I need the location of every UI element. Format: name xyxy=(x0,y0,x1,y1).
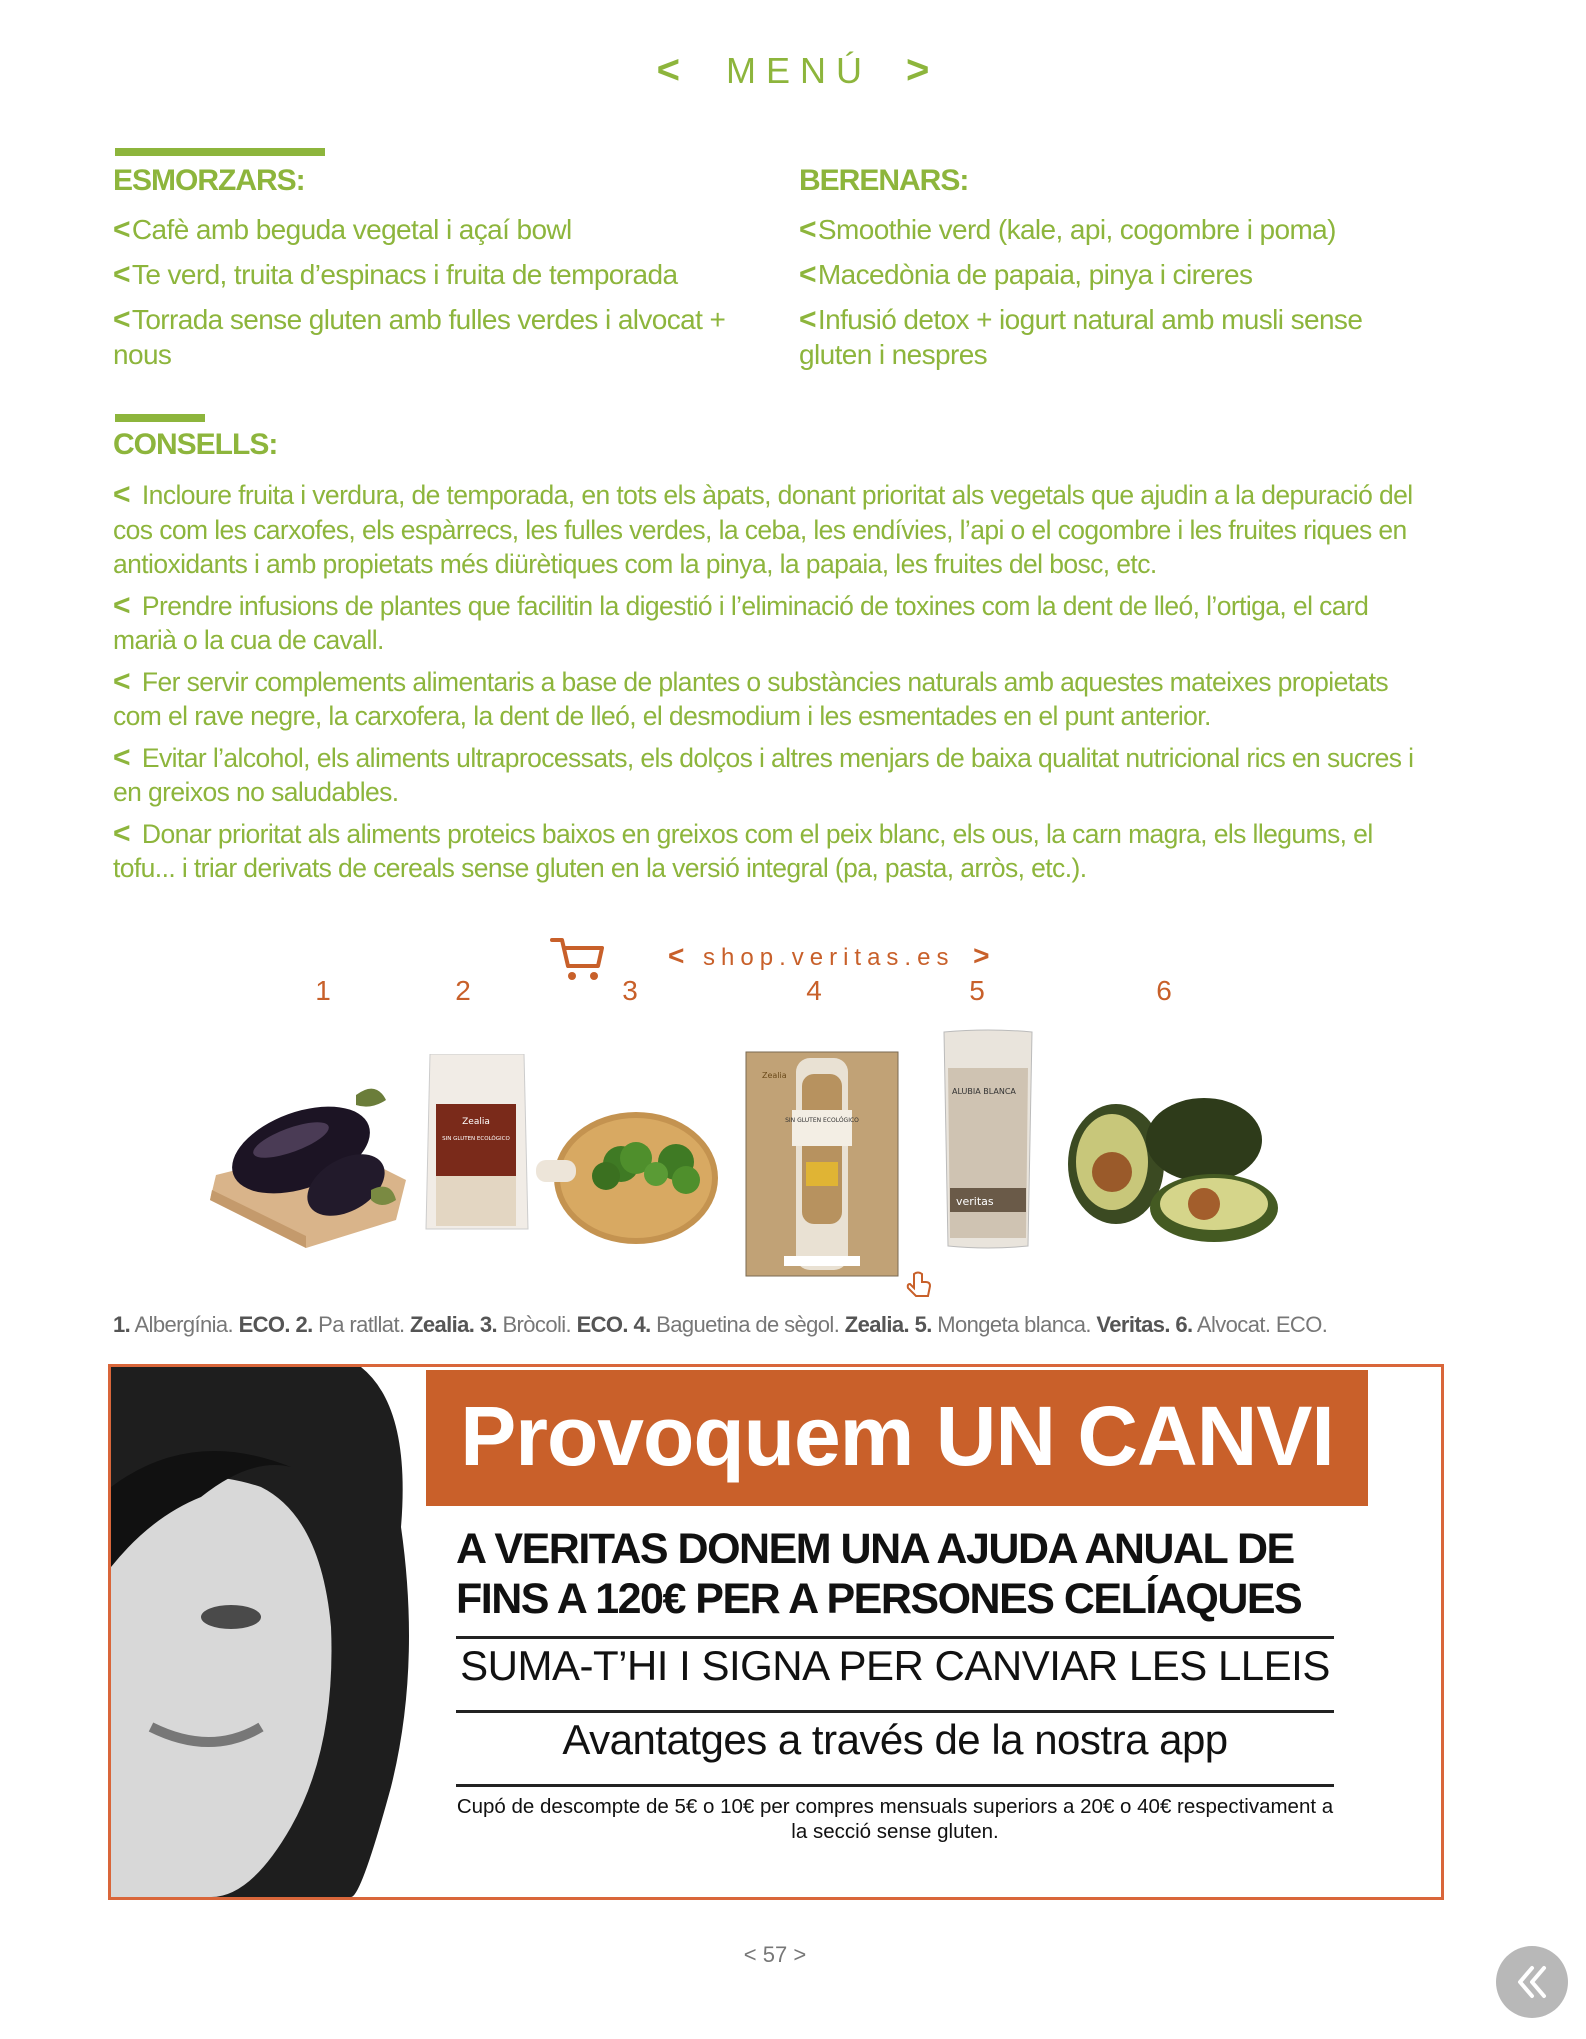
section-bar xyxy=(115,414,205,422)
package-brand: Zealia xyxy=(762,1071,787,1080)
chevron-left-icon: < xyxy=(799,258,816,291)
chevron-right-icon: > xyxy=(973,940,990,971)
products-caption: 1. Albergínia. ECO. 2. Pa ratllat. Zealia. 3. Bròcoli. ECO. 4. Baguetina de sègol. Zealia. 5. Mongeta blanca. Veritas. 6. Alvocat. ECO. xyxy=(113,1312,1328,1337)
list-item: < Donar prioritat als aliments proteics baixos en greixos com el peix blanc, els ous, la carn magra, els llegums, el tofu... i triar derivats de cereals sense gluten en la versió integral (pa, pasta, arròs, etc.). xyxy=(113,816,1373,883)
chevron-left-icon: < xyxy=(113,588,130,622)
chevron-left-icon: < xyxy=(113,258,130,291)
list-item: < Fer servir complements alimentaris a base de plantes o substàncies naturals amb aquestes mateixes propietats com el rave negre, la carxofera, la dent de lleó, el desmodium i les esmentades en el punt anterior. xyxy=(113,664,1389,731)
portrait-image xyxy=(111,1367,451,1897)
chevron-left-icon: < xyxy=(113,478,130,511)
list-item: < Prendre infusions de plantes que facilitin la digestió i l’eliminació de toxines com la dent de lleó, l’ortiga, el card marià o la cua de cavall. xyxy=(113,588,1369,655)
section-bar xyxy=(115,148,325,156)
chevron-left-icon: < xyxy=(799,303,816,336)
divider xyxy=(456,1636,1334,1639)
breakfasts-list xyxy=(113,212,753,382)
chevron-right-icon: > xyxy=(906,48,930,92)
page-number: < 57 > xyxy=(743,1942,807,1967)
page-title: MENÚ xyxy=(726,50,872,91)
product-number: 5 xyxy=(969,975,985,1006)
shop-link[interactable]: < shop.veritas.es > xyxy=(668,940,990,971)
product-number: 1 xyxy=(315,975,331,1006)
list-item: < Incloure fruita i verdura, de temporada, en tots els àpats, donant prioritat als vegetals que ajudin a la depuració del cos com les carxofes, els espàrrecs, les fulles verdes, la ceba, les endívies, l’api o el cogombre i les fruites riques en antioxidants i amb propietats més diürètiques com la pinya, la papaia, les fruites del bosc, etc. xyxy=(113,478,1413,579)
product-number: 6 xyxy=(1156,975,1172,1006)
white-beans-package-image[interactable] xyxy=(940,1028,1036,1255)
ad-subheadline: SUMA-T’HI I SIGNA PER CANVIAR LES LLEIS xyxy=(460,1642,1330,1689)
breadcrumbs-package-image[interactable] xyxy=(422,1054,532,1239)
ad-coupon-note: Cupó de descompte de 5€ o 10€ per compres mensuals superiors a 20€ o 40€ respectivament a la secció sense gluten. xyxy=(456,1795,1334,1843)
chevron-left-icon: < xyxy=(113,664,130,698)
broccoli-image[interactable] xyxy=(536,1100,722,1255)
double-chevron-left-icon xyxy=(1496,1946,1568,2018)
avocado-image[interactable] xyxy=(1064,1092,1284,1257)
cart-icon[interactable] xyxy=(548,934,608,991)
product-number: 4 xyxy=(806,975,822,1006)
snacks-list xyxy=(799,212,1419,382)
ad-banner-title: Provoquem UN CANVI xyxy=(460,1389,1334,1483)
package-label: SIN GLUTEN ECOLÓGICO xyxy=(785,1117,859,1124)
package-brand: Zealia xyxy=(462,1117,490,1127)
package-label: SIN GLUTEN ECOLÓGICO xyxy=(442,1136,510,1142)
list-item: <Te verd, truita d’espinacs i fruita de temporada xyxy=(113,258,678,291)
chevron-left-icon: < xyxy=(113,213,130,246)
chevron-left-icon: < xyxy=(656,48,680,92)
chevron-left-icon: < xyxy=(113,816,130,850)
snacks-title: BERENARS: xyxy=(799,164,969,197)
list-item: <Cafè amb beguda vegetal i açaí bowl xyxy=(113,213,572,246)
tips-title: CONSELLS: xyxy=(113,428,278,461)
eggplant-image[interactable] xyxy=(196,1040,416,1255)
chevron-left-icon: < xyxy=(113,303,130,336)
chevron-left-icon: < xyxy=(799,213,816,246)
list-item: <Torrada sense gluten amb fulles verdes i alvocat + nous xyxy=(113,303,726,370)
tips-list xyxy=(113,478,1433,893)
divider xyxy=(456,1710,1334,1713)
product-number: 3 xyxy=(622,975,638,1006)
divider xyxy=(456,1784,1334,1787)
package-label: ALUBIA BLANCA xyxy=(952,1087,1016,1096)
chevron-left-icon: < xyxy=(113,740,130,774)
menu-header xyxy=(0,48,1586,93)
hand-pointer-icon[interactable] xyxy=(904,1270,934,1305)
product-number: 2 xyxy=(455,975,471,1006)
list-item: <Infusió detox + iogurt natural amb musli sense gluten i nespres xyxy=(799,303,1363,370)
ad-banner xyxy=(426,1370,1368,1506)
list-item: <Smoothie verd (kale, api, cogombre i poma) xyxy=(799,213,1336,246)
list-item: <Macedònia de papaia, pinya i cireres xyxy=(799,258,1253,291)
ad-app-benefits: Avantatges a través de la nostra app xyxy=(562,1716,1228,1763)
back-button[interactable] xyxy=(1496,1946,1568,2018)
chevron-left-icon: < xyxy=(668,940,685,971)
breakfasts-title: ESMORZARS: xyxy=(113,164,305,197)
list-item: < Evitar l’alcohol, els aliments ultraprocessats, els dolços i altres menjars de baixa qualitat nutricional rics en sucres i en greixos no saludables. xyxy=(113,740,1414,807)
baguette-package-image[interactable] xyxy=(744,1050,900,1283)
ad-headline: A VERITAS DONEM UNA AJUDA ANUAL DE FINS A 120€ PER A PERSONES CELÍAQUES xyxy=(456,1525,1302,1623)
package-brand: veritas xyxy=(956,1195,994,1208)
